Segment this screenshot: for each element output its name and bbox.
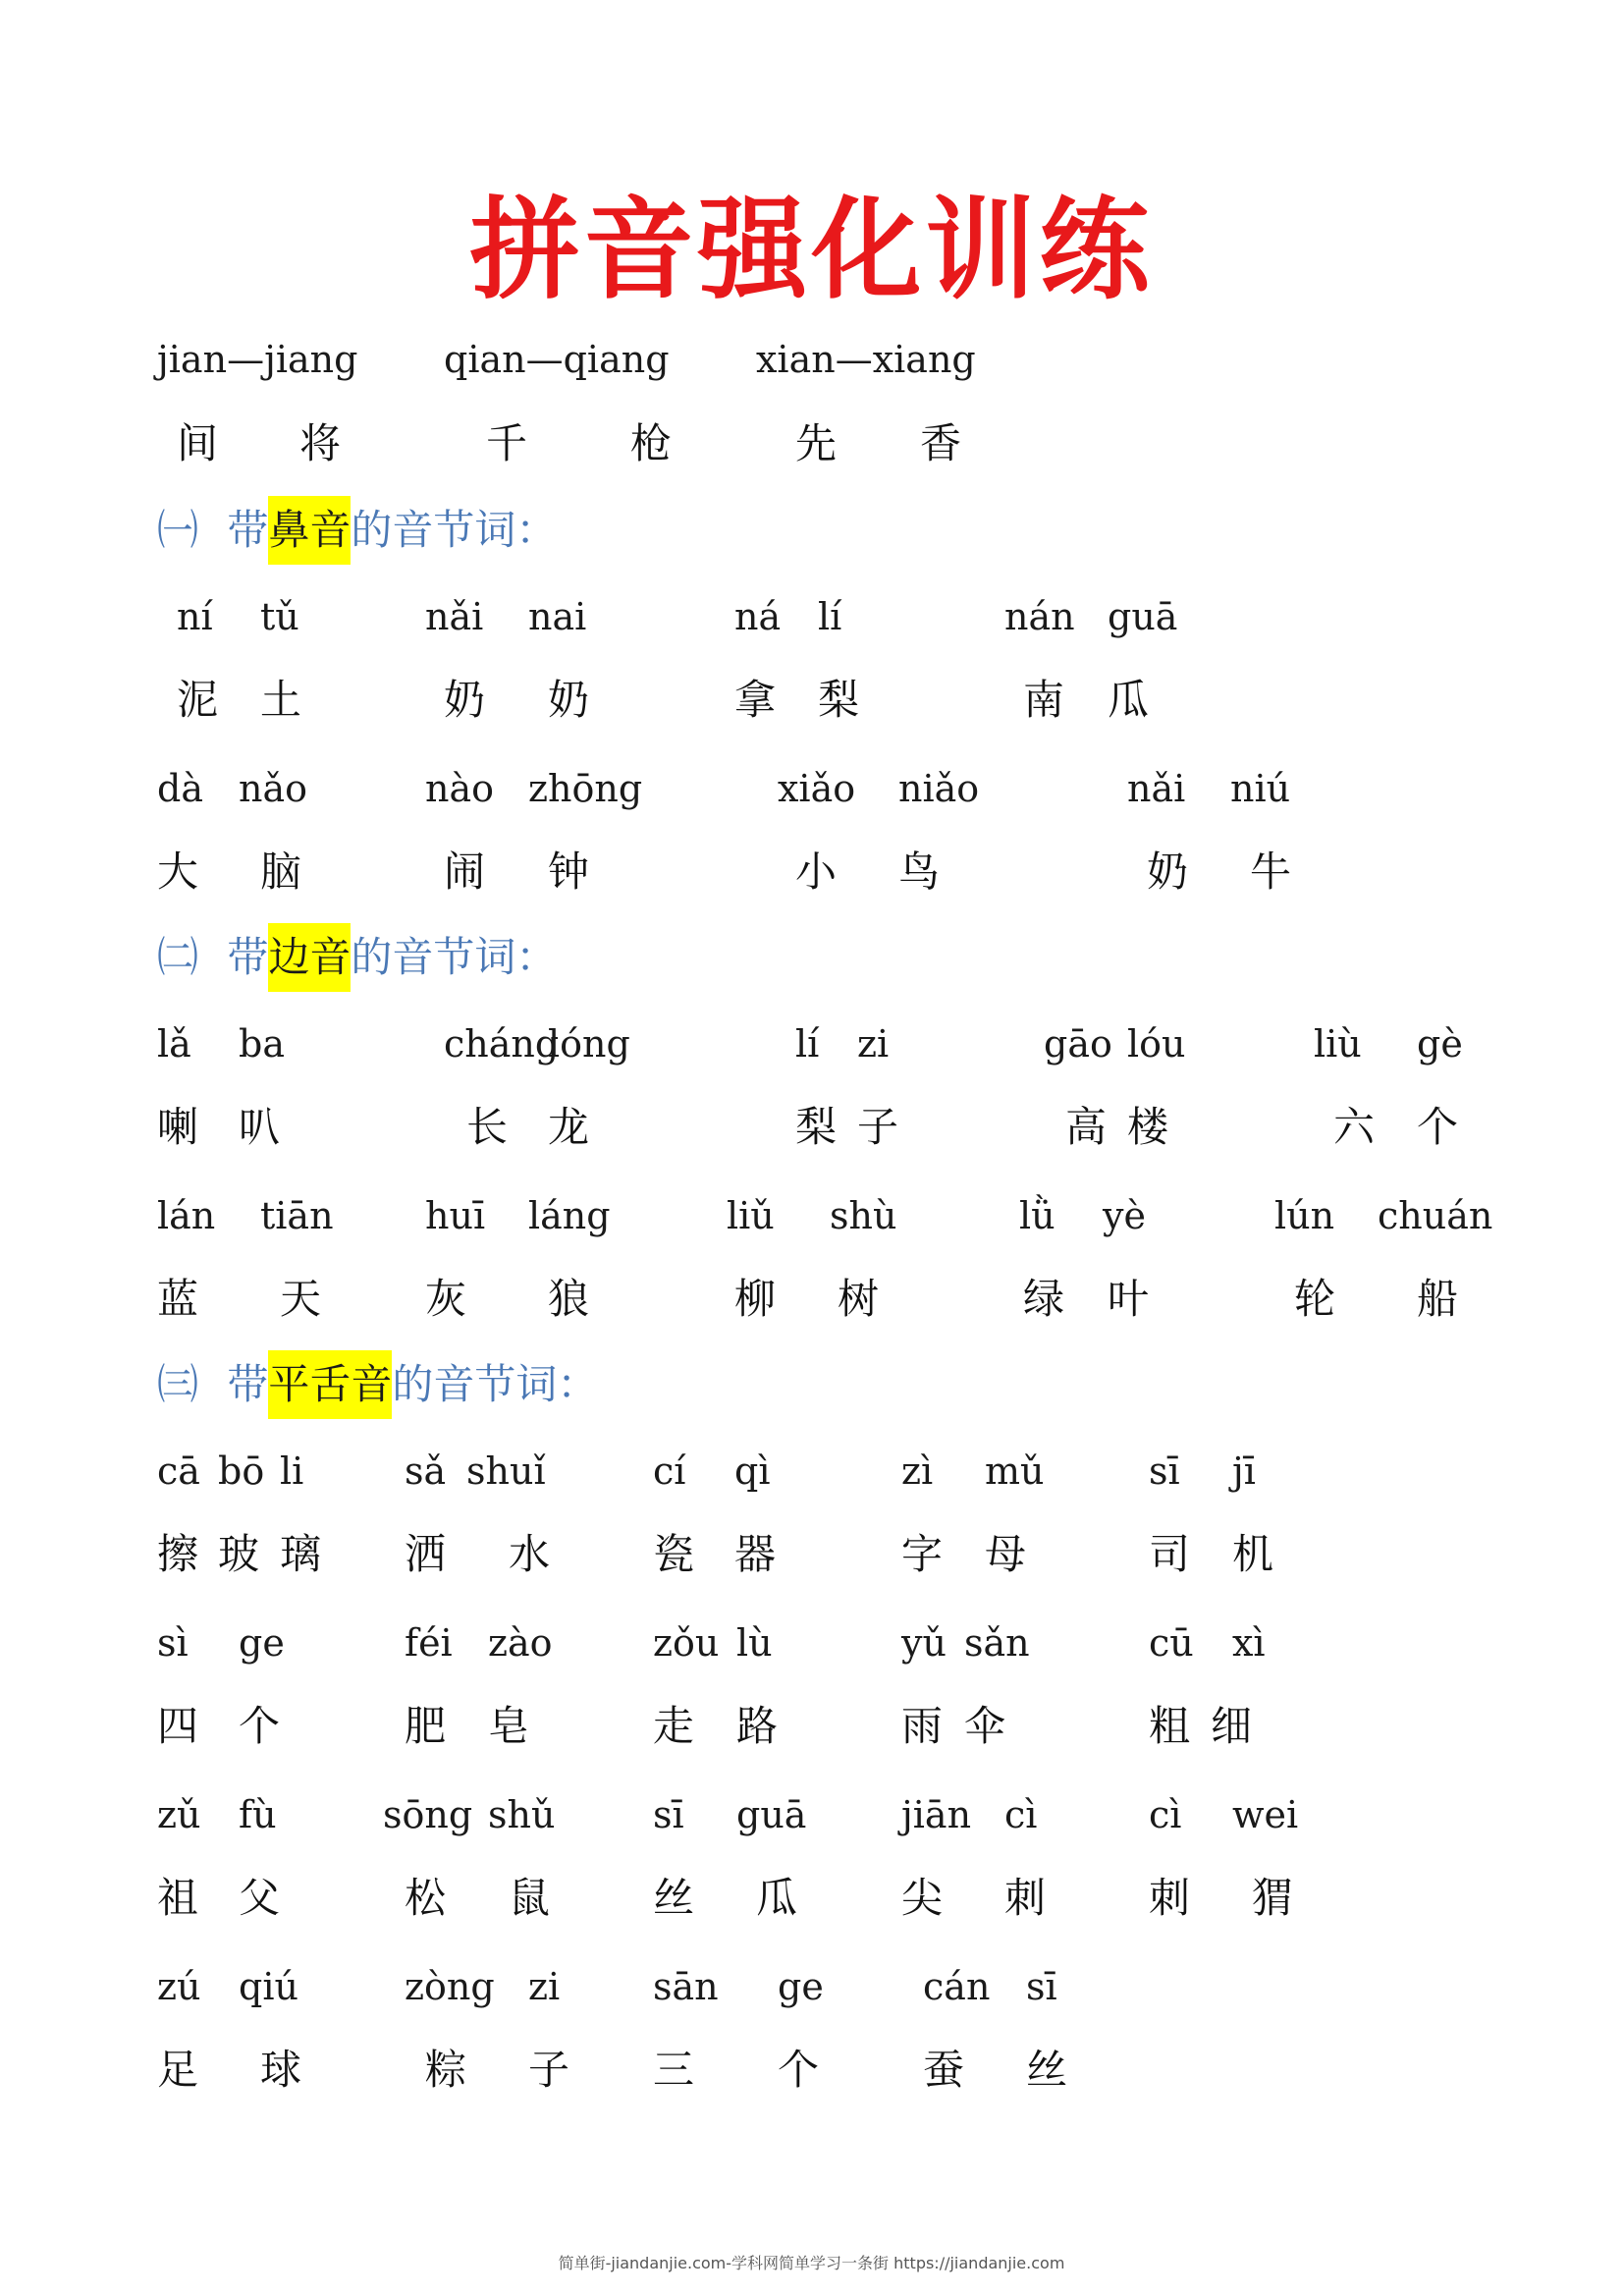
intro-hanzi-row <box>0 414 1623 473</box>
hanzi-char: 柳 <box>734 1275 777 1323</box>
pinyin-syllable: sī <box>653 1793 684 1836</box>
hanzi-char: 蓝 <box>157 1275 199 1323</box>
hanzi-char: 刺 <box>1149 1874 1191 1922</box>
pinyin-syllable: sǎ <box>405 1449 447 1493</box>
hanzi-char: 奶 <box>1147 847 1189 896</box>
hanzi-char: 梨 <box>795 1103 838 1151</box>
pinyin-pair: jian—jiang <box>157 338 358 381</box>
pinyin-syllable: dà <box>157 767 203 810</box>
pinyin-syllable: guā <box>736 1793 807 1836</box>
pinyin-syllable: sōng <box>383 1793 473 1836</box>
pinyin-row <box>0 1186 1623 1245</box>
hanzi-char: 叶 <box>1108 1275 1150 1323</box>
hanzi-char: 香 <box>920 419 962 467</box>
hanzi-char: 足 <box>157 2046 199 2094</box>
section-number: ㈢ <box>157 1360 199 1408</box>
pinyin-syllable: nai <box>528 595 587 638</box>
pinyin-syllable: ní <box>177 595 213 638</box>
pinyin-syllable: ge <box>239 1621 285 1665</box>
pinyin-syllable: nǎo <box>239 767 308 810</box>
hanzi-char: 绿 <box>1023 1275 1065 1323</box>
pinyin-syllable: cā <box>157 1449 200 1493</box>
intro-pinyin-row <box>0 330 1623 389</box>
hanzi-char: 大 <box>157 847 199 896</box>
hanzi-char: 玻 <box>218 1530 260 1578</box>
section-prefix: 带 <box>227 506 269 554</box>
hanzi-char: 父 <box>239 1874 281 1922</box>
pinyin-syllable: lí <box>818 595 842 638</box>
hanzi-char: 个 <box>1417 1103 1459 1151</box>
hanzi-char: 奶 <box>548 676 590 724</box>
hanzi-char: 司 <box>1149 1530 1191 1578</box>
pinyin-syllable: yè <box>1103 1194 1146 1237</box>
hanzi-char: 璃 <box>280 1530 322 1578</box>
hanzi-char: 球 <box>260 2046 302 2094</box>
section-prefix: 带 <box>227 933 269 981</box>
hanzi-row <box>0 671 1623 730</box>
hanzi-char: 路 <box>736 1702 779 1750</box>
pinyin-syllable: sān <box>653 1965 719 2008</box>
hanzi-char: 长 <box>466 1103 509 1151</box>
section-suffix: 的音节词： <box>351 506 558 554</box>
pinyin-syllable: jiān <box>901 1793 972 1836</box>
hanzi-char: 瓷 <box>653 1530 695 1578</box>
hanzi-char: 机 <box>1232 1530 1274 1578</box>
pinyin-row <box>0 759 1623 818</box>
hanzi-char: 肥 <box>405 1702 447 1750</box>
pinyin-syllable: cháng <box>444 1022 560 1066</box>
pinyin-syllable: féi <box>405 1621 453 1665</box>
section-prefix: 带 <box>227 1360 269 1408</box>
pinyin-row <box>0 1957 1623 2016</box>
pinyin-row <box>0 1442 1623 1501</box>
hanzi-char: 松 <box>405 1874 447 1922</box>
hanzi-char: 粗 <box>1149 1702 1191 1750</box>
hanzi-row <box>0 1525 1623 1584</box>
pinyin-syllable: lán <box>157 1194 216 1237</box>
pinyin-syllable: fù <box>239 1793 277 1836</box>
hanzi-char: 龙 <box>548 1103 590 1151</box>
hanzi-char: 个 <box>239 1702 281 1750</box>
page-footer: 简单街-jiandanjie.com-学科网简单学习一条街 https://jiandanjie.com <box>558 2254 1065 2272</box>
hanzi-char: 梨 <box>818 676 860 724</box>
section-highlight: 平舌音 <box>268 1350 392 1419</box>
hanzi-char: 走 <box>653 1702 695 1750</box>
pinyin-syllable: li <box>280 1449 304 1493</box>
hanzi-char: 灰 <box>425 1275 467 1323</box>
pinyin-syllable: huī <box>425 1194 486 1237</box>
pinyin-syllable: shǔ <box>488 1793 556 1836</box>
pinyin-row <box>0 1014 1623 1073</box>
pinyin-syllable: ge <box>778 1965 824 2008</box>
pinyin-row <box>0 1613 1623 1672</box>
pinyin-syllable: cán <box>923 1965 991 2008</box>
pinyin-syllable: bō <box>218 1449 265 1493</box>
pinyin-syllable: sī <box>1026 1965 1057 2008</box>
pinyin-syllable: niú <box>1230 767 1291 810</box>
pinyin-syllable: chuán <box>1378 1194 1493 1237</box>
hanzi-char: 蚕 <box>923 2046 965 2094</box>
hanzi-char: 狼 <box>548 1275 590 1323</box>
hanzi-char: 四 <box>157 1702 199 1750</box>
hanzi-char: 水 <box>509 1530 551 1578</box>
pinyin-syllable: lún <box>1274 1194 1335 1237</box>
hanzi-char: 间 <box>177 419 219 467</box>
section-number: ㈠ <box>157 506 199 554</box>
hanzi-char: 牛 <box>1250 847 1292 896</box>
pinyin-syllable: liǔ <box>727 1194 775 1237</box>
hanzi-char: 子 <box>528 2046 570 2094</box>
hanzi-char: 猬 <box>1252 1874 1294 1922</box>
pinyin-syllable: qì <box>734 1449 771 1493</box>
section-suffix: 的音节词： <box>351 933 558 981</box>
hanzi-char: 子 <box>857 1103 899 1151</box>
pinyin-syllable: gāo <box>1044 1022 1112 1066</box>
pinyin-syllable: nǎi <box>425 595 484 638</box>
hanzi-char: 南 <box>1023 676 1065 724</box>
pinyin-pair: qian—qiang <box>444 338 670 381</box>
hanzi-char: 丝 <box>1026 2046 1068 2094</box>
pinyin-syllable: sì <box>157 1621 189 1665</box>
hanzi-char: 叭 <box>239 1103 281 1151</box>
hanzi-char: 雨 <box>901 1702 944 1750</box>
hanzi-char: 个 <box>778 2046 820 2094</box>
hanzi-row <box>0 1869 1623 1928</box>
pinyin-syllable: yǔ <box>901 1621 947 1665</box>
pinyin-syllable: nào <box>425 767 495 810</box>
pinyin-syllable: zào <box>488 1621 553 1665</box>
hanzi-char: 皂 <box>488 1702 530 1750</box>
section-suffix: 的音节词： <box>392 1360 599 1408</box>
hanzi-char: 鼠 <box>509 1874 551 1922</box>
hanzi-char: 细 <box>1211 1702 1253 1750</box>
hanzi-char: 伞 <box>964 1702 1006 1750</box>
hanzi-char: 粽 <box>425 2046 467 2094</box>
hanzi-char: 喇 <box>157 1103 199 1151</box>
pinyin-syllable: zi <box>857 1022 890 1066</box>
hanzi-char: 闹 <box>444 847 486 896</box>
pinyin-syllable: qiú <box>239 1965 298 2008</box>
hanzi-char: 瓜 <box>1108 676 1150 724</box>
pinyin-syllable: láng <box>528 1194 611 1237</box>
hanzi-char: 楼 <box>1127 1103 1169 1151</box>
pinyin-syllable: guā <box>1108 595 1178 638</box>
pinyin-syllable: sǎn <box>964 1621 1030 1665</box>
pinyin-syllable: zhōng <box>528 767 643 810</box>
pinyin-syllable: cí <box>653 1449 686 1493</box>
section-highlight: 边音 <box>268 923 351 992</box>
hanzi-char: 奶 <box>444 676 486 724</box>
pinyin-syllable: zi <box>528 1965 561 2008</box>
pinyin-syllable: xì <box>1232 1621 1266 1665</box>
page-title: 拼音强化训练 <box>469 187 1154 314</box>
hanzi-char: 树 <box>838 1275 880 1323</box>
pinyin-syllable: liù <box>1314 1022 1362 1066</box>
hanzi-char: 字 <box>901 1530 944 1578</box>
hanzi-char: 丝 <box>653 1874 695 1922</box>
pinyin-syllable: cì <box>1149 1793 1182 1836</box>
hanzi-row <box>0 1697 1623 1756</box>
section-heading-flat-tongue <box>157 1350 598 1419</box>
hanzi-char: 鸟 <box>898 847 941 896</box>
hanzi-char: 六 <box>1333 1103 1376 1151</box>
pinyin-syllable: lǎ <box>157 1022 191 1066</box>
pinyin-syllable: lǜ <box>1019 1194 1055 1237</box>
hanzi-char: 洒 <box>405 1530 447 1578</box>
hanzi-row <box>0 1270 1623 1329</box>
pinyin-syllable: mǔ <box>985 1449 1045 1493</box>
pinyin-syllable: nǎi <box>1127 767 1186 810</box>
pinyin-syllable: lù <box>736 1621 773 1665</box>
pinyin-syllable: shù <box>830 1194 897 1237</box>
hanzi-char: 天 <box>280 1275 322 1323</box>
pinyin-syllable: jī <box>1232 1449 1256 1493</box>
hanzi-char: 钟 <box>548 847 590 896</box>
pinyin-syllable: niǎo <box>898 767 980 810</box>
pinyin-syllable: shuǐ <box>466 1449 546 1493</box>
hanzi-row <box>0 1098 1623 1157</box>
hanzi-char: 器 <box>734 1530 777 1578</box>
hanzi-char: 船 <box>1417 1275 1459 1323</box>
section-heading-lateral <box>157 923 557 992</box>
section-number: ㈡ <box>157 933 199 981</box>
pinyin-syllable: lóng <box>548 1022 630 1066</box>
pinyin-syllable: lóu <box>1127 1022 1186 1066</box>
pinyin-syllable: zòng <box>405 1965 495 2008</box>
hanzi-char: 轮 <box>1294 1275 1336 1323</box>
pinyin-row <box>0 1785 1623 1844</box>
hanzi-char: 拿 <box>734 676 777 724</box>
hanzi-char: 先 <box>795 419 838 467</box>
hanzi-char: 泥 <box>177 676 219 724</box>
hanzi-char: 将 <box>299 419 342 467</box>
section-heading-nasal <box>157 496 557 565</box>
hanzi-char: 母 <box>985 1530 1027 1578</box>
pinyin-syllable: cū <box>1149 1621 1194 1665</box>
pinyin-row <box>0 587 1623 646</box>
hanzi-char: 土 <box>260 676 302 724</box>
hanzi-char: 祖 <box>157 1874 199 1922</box>
hanzi-char: 枪 <box>630 419 673 467</box>
pinyin-syllable: zì <box>901 1449 934 1493</box>
hanzi-row <box>0 843 1623 902</box>
pinyin-syllable: gè <box>1417 1022 1463 1066</box>
hanzi-char: 千 <box>486 419 528 467</box>
hanzi-char: 瓜 <box>756 1874 798 1922</box>
pinyin-syllable: nán <box>1004 595 1075 638</box>
pinyin-syllable: zú <box>157 1965 201 2008</box>
hanzi-char: 三 <box>653 2046 695 2094</box>
hanzi-char: 尖 <box>901 1874 944 1922</box>
hanzi-row <box>0 2041 1623 2100</box>
pinyin-syllable: tiān <box>260 1194 334 1237</box>
pinyin-syllable: xiǎo <box>778 767 856 810</box>
pinyin-syllable: lí <box>795 1022 820 1066</box>
hanzi-char: 脑 <box>260 847 302 896</box>
pinyin-syllable: cì <box>1004 1793 1038 1836</box>
pinyin-syllable: wei <box>1232 1793 1299 1836</box>
pinyin-syllable: zǔ <box>157 1793 201 1836</box>
pinyin-pair: xian—xiang <box>756 338 976 381</box>
hanzi-char: 高 <box>1065 1103 1108 1151</box>
pinyin-syllable: tǔ <box>260 595 299 638</box>
hanzi-char: 擦 <box>157 1530 199 1578</box>
pinyin-syllable: ná <box>734 595 782 638</box>
hanzi-char: 小 <box>795 847 838 896</box>
section-highlight: 鼻音 <box>268 496 351 565</box>
hanzi-char: 刺 <box>1004 1874 1047 1922</box>
pinyin-syllable: ba <box>239 1022 285 1066</box>
pinyin-syllable: sī <box>1149 1449 1180 1493</box>
pinyin-syllable: zǒu <box>653 1621 720 1665</box>
